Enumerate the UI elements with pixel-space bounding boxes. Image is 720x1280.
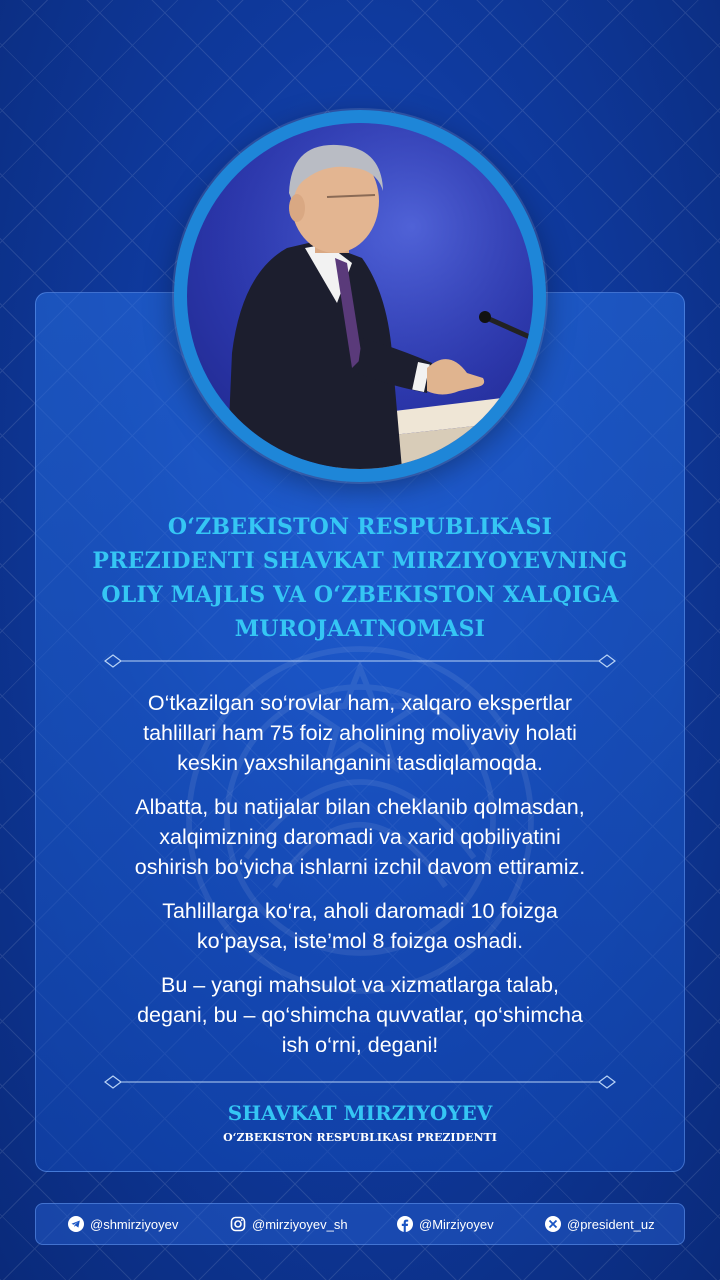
paragraph <box>60 896 660 956</box>
page-title <box>60 510 660 646</box>
telegram-icon <box>68 1216 84 1232</box>
text-line: ko‘paysa, iste’mol 8 foizga oshadi. <box>196 929 524 953</box>
social-link-telegram[interactable] <box>68 1216 178 1232</box>
paragraph <box>60 792 660 882</box>
facebook-icon <box>397 1216 413 1232</box>
text-line: tahlillari ham 75 foiz aholining moliyaviy holati <box>143 721 577 745</box>
social-link-facebook[interactable] <box>397 1216 494 1232</box>
text-line: oshirish bo‘yicha ishlarni izchil davom ettiramiz. <box>134 855 586 879</box>
instagram-icon <box>230 1216 246 1232</box>
text-line: Albatta, bu natijalar bilan cheklanib qolmasdan, <box>135 795 585 819</box>
text-line: O‘tkazilgan so‘rovlar ham, xalqaro ekspertlar <box>147 691 573 715</box>
text-line: degani, bu – qo‘shimcha quvvatlar, qo‘shimcha <box>137 1003 583 1027</box>
paragraph <box>60 688 660 778</box>
ornament-divider-bottom <box>103 1074 617 1090</box>
social-handle: @mirziyoyev_sh <box>252 1216 348 1232</box>
text-line: Tahlillarga ko‘ra, aholi daromadi 10 foizga <box>162 899 558 923</box>
text-line: xalqimizning daromadi va xarid qobiliyatini <box>159 825 561 849</box>
president-portrait-icon <box>187 123 533 469</box>
signature-title: O‘ZBEKISTON RESPUBLIKASI PREZIDENTI <box>223 1131 497 1144</box>
title-line: O‘ZBEKISTON RESPUBLIKASI <box>167 514 553 540</box>
portrait-photo <box>187 123 533 469</box>
social-handle: @president_uz <box>567 1216 655 1232</box>
text-line: ish o‘rni, degani! <box>281 1033 439 1057</box>
social-handle: @Mirziyoyev <box>419 1216 494 1232</box>
ornament-divider-top <box>103 653 617 669</box>
social-links-bar <box>35 1203 685 1245</box>
x-icon <box>545 1216 561 1232</box>
signature-name: SHAVKAT MIRZIYOYEV <box>227 1101 493 1125</box>
social-link-instagram[interactable] <box>230 1216 348 1232</box>
address-body <box>60 688 660 1074</box>
title-line: OLIY MAJLIS VA O‘ZBEKISTON XALQIGA <box>101 582 619 608</box>
social-link-x[interactable] <box>545 1216 655 1232</box>
title-line: PREZIDENTI SHAVKAT MIRZIYOYEVNING <box>92 548 628 574</box>
text-line: keskin yaxshilanganini tasdiqlamoqda. <box>177 751 543 775</box>
text-line: Bu – yangi mahsulot va xizmatlarga talab, <box>161 973 559 997</box>
paragraph <box>60 970 660 1060</box>
social-handle: @shmirziyoyev <box>90 1216 179 1232</box>
title-line: MUROJAATNOMASI <box>234 616 486 642</box>
